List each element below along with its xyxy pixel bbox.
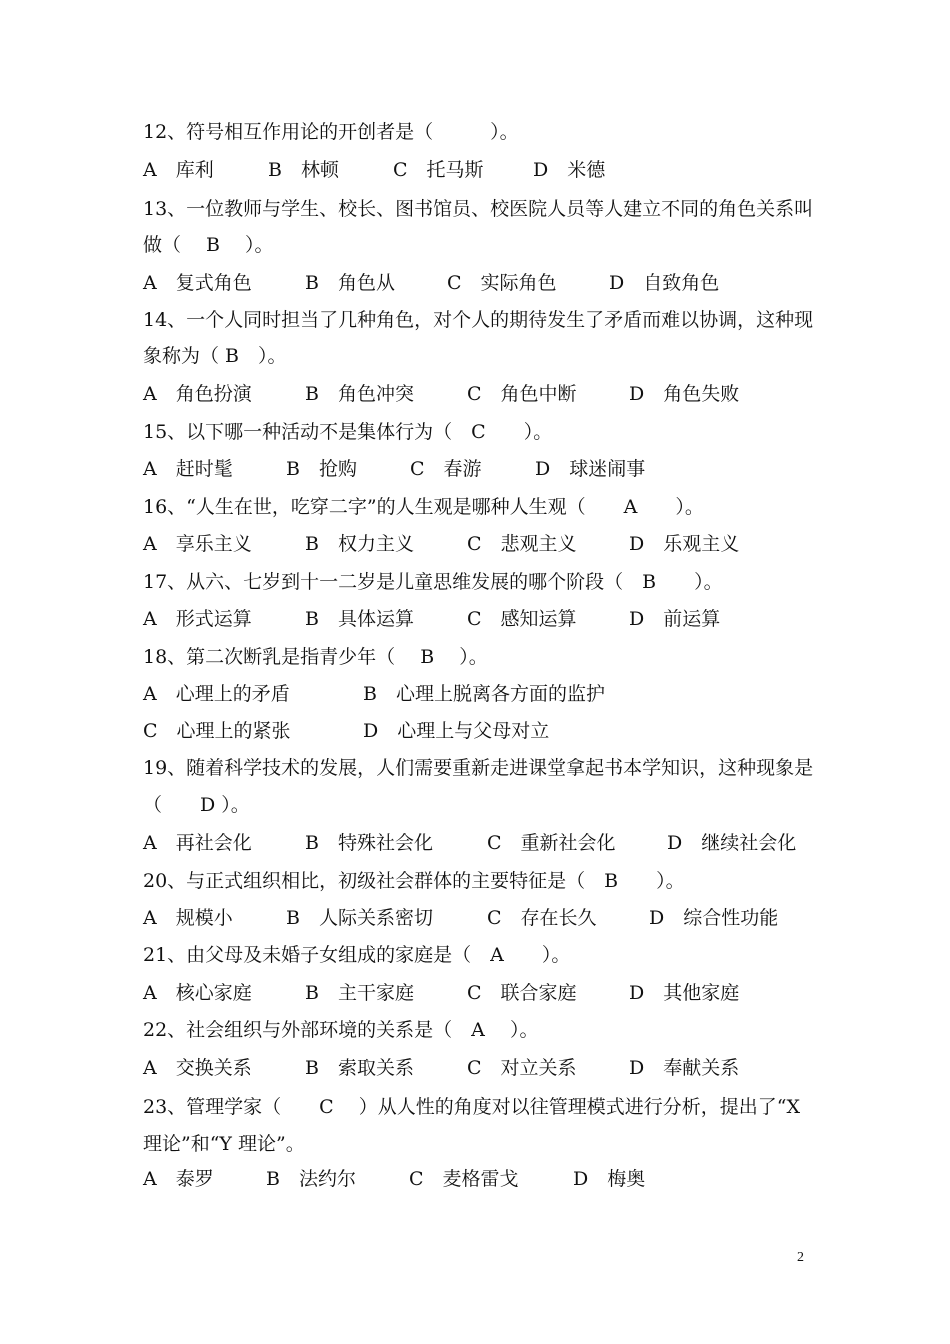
answer-option: B 林顿 — [268, 159, 339, 181]
question-stem-line: 22、社会组织与外部环境的关系是（ A ）。 — [143, 1019, 539, 1041]
question-stem-line: 19、随着科学技术的发展，人们需要重新走进课堂拿起书本学知识，这种现象是 — [143, 757, 814, 779]
question-stem-line: 17、从六、七岁到十一二岁是儿童思维发展的哪个阶段（ B ）。 — [143, 571, 723, 593]
question-stem-line: 21、由父母及未婚子女组成的家庭是（ A ）。 — [143, 944, 571, 966]
answer-option: A 再社会化 — [143, 832, 252, 854]
answer-option: D 球迷闹事 — [535, 458, 646, 480]
question-stem-line: 20、与正式组织相比，初级社会群体的主要特征是（ B ）。 — [143, 870, 685, 892]
answer-option: A 泰罗 — [143, 1168, 214, 1190]
answer-option: B 心理上脱离各方面的监护 — [363, 683, 605, 705]
answer-option: D 继续社会化 — [667, 832, 797, 854]
answer-option: C 麦格雷戈 — [409, 1168, 519, 1190]
question-stem-line: 象称为（ B ）。 — [143, 345, 287, 367]
answer-option: D 综合性功能 — [649, 907, 779, 929]
answer-option: A 角色扮演 — [143, 383, 252, 405]
answer-option: B 主干家庭 — [305, 982, 414, 1004]
answer-option: C 心理上的紧张 — [143, 720, 291, 742]
answer-option: B 权力主义 — [305, 533, 414, 555]
answer-option: A 核心家庭 — [143, 982, 252, 1004]
question-stem-line: 12、符号相互作用论的开创者是（ ）。 — [143, 121, 519, 143]
answer-option: B 角色冲突 — [305, 383, 414, 405]
answer-option: C 感知运算 — [467, 608, 577, 630]
question-stem-line: （ D ）。 — [143, 794, 250, 816]
page-number: 2 — [797, 1250, 804, 1265]
answer-option: A 交换关系 — [143, 1057, 252, 1079]
question-stem-line: 18、第二次断乳是指青少年（ B ）。 — [143, 646, 488, 668]
question-stem-line: 14、一个人同时担当了几种角色，对个人的期待发生了矛盾而难以协调，这种现 — [143, 309, 814, 331]
answer-option: B 法约尔 — [266, 1168, 356, 1190]
answer-option: C 托马斯 — [393, 159, 484, 181]
answer-option: C 联合家庭 — [467, 982, 577, 1004]
answer-option: D 乐观主义 — [629, 533, 740, 555]
answer-option: D 前运算 — [629, 608, 721, 630]
answer-option: B 角色从 — [305, 272, 395, 294]
question-stem-line: 13、一位教师与学生、校长、图书馆员、校医院人员等人建立不同的角色关系叫 — [143, 198, 814, 220]
answer-option: C 重新社会化 — [487, 832, 616, 854]
answer-option: D 其他家庭 — [629, 982, 740, 1004]
question-stem-line: 16、“人生在世，吃穿二字”的人生观是哪种人生观（ A ）。 — [143, 496, 704, 518]
answer-option: C 对立关系 — [467, 1057, 577, 1079]
answer-option: B 人际关系密切 — [286, 907, 433, 929]
question-stem-line: 理论”和“Y 理论”。 — [143, 1133, 305, 1155]
answer-option: A 形式运算 — [143, 608, 252, 630]
question-stem-line: 23、管理学家（ C ）从人性的角度对以往管理模式进行分析，提出了“X — [143, 1096, 800, 1118]
answer-option: C 春游 — [410, 458, 482, 480]
answer-option: D 心理上与父母对立 — [363, 720, 550, 742]
answer-option: A 库利 — [143, 159, 214, 181]
answer-option: C 存在长久 — [487, 907, 597, 929]
answer-option: A 复式角色 — [143, 272, 252, 294]
answer-option: A 享乐主义 — [143, 533, 252, 555]
answer-option: B 具体运算 — [305, 608, 414, 630]
answer-option: C 实际角色 — [447, 272, 557, 294]
answer-option: C 悲观主义 — [467, 533, 577, 555]
answer-option: D 梅奥 — [573, 1168, 646, 1190]
answer-option: B 特殊社会化 — [305, 832, 433, 854]
answer-option: D 自致角色 — [609, 272, 720, 294]
answer-option: B 索取关系 — [305, 1057, 414, 1079]
answer-option: A 心理上的矛盾 — [143, 683, 290, 705]
answer-option: D 米德 — [533, 159, 606, 181]
question-stem-line: 做（ B ）。 — [143, 234, 274, 256]
answer-option: D 角色失败 — [629, 383, 740, 405]
answer-option: B 抢购 — [286, 458, 357, 480]
answer-option: A 赶时髦 — [143, 458, 233, 480]
answer-option: D 奉献关系 — [629, 1057, 740, 1079]
answer-option: A 规模小 — [143, 907, 233, 929]
answer-option: C 角色中断 — [467, 383, 577, 405]
question-stem-line: 15、以下哪一种活动不是集体行为（ C ）。 — [143, 421, 553, 443]
